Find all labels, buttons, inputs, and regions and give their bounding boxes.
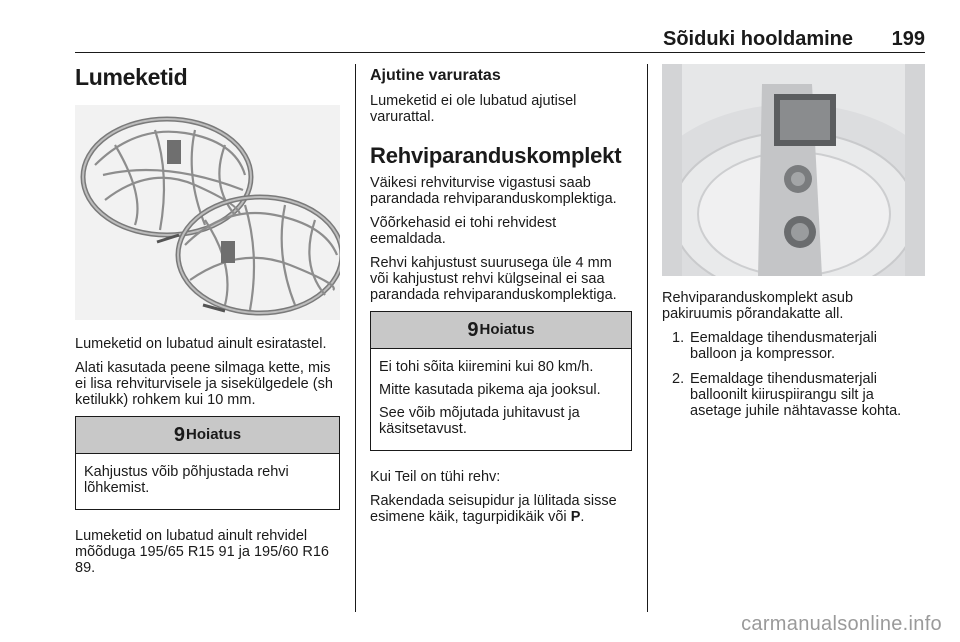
column-middle — [370, 62, 632, 533]
list-item — [662, 371, 927, 419]
column-left — [75, 62, 340, 584]
warning-icon: 9 — [173, 424, 186, 446]
warning-icon: 9 — [467, 319, 479, 341]
header-title: Sõiduki hooldamine — [662, 28, 853, 50]
paragraph — [370, 493, 632, 525]
list-number: 1. — [672, 330, 685, 346]
warning-text: See võib mõjutada juhitavust ja käsitsetavust. — [379, 405, 580, 437]
paragraph: Rehviparanduskomplekt asub pakiruumis põrandakatte all. — [662, 290, 854, 322]
paragraph: Kui Teil on tühi rehv: — [370, 469, 501, 485]
paragraph: Lumeketid on lubatud ainult rehvidel mõõduga 195/65 R15 91 ja 195/60 R16 89. — [75, 528, 329, 576]
warning-header — [76, 417, 339, 454]
paragraph: Võõrkehasid ei tohi rehvidest eemaldada. — [370, 215, 557, 247]
list-text: Eemaldage tihendusmaterjali balloon ja kompressor. — [690, 330, 877, 362]
paragraph: Lumeketid ei ole lubatud ajutisel varurattal. — [370, 93, 577, 125]
paragraph: Rehvi kahjustust suurusega üle 4 mm või kahjustust rehvi külgseinal ei saa parandada rehviparanduskomplektiga. — [370, 255, 617, 303]
list-text: Eemaldage tihendusmaterjali balloonilt kiiruspiirangu silt ja asetage juhile nähtavasse kohta. — [690, 371, 902, 419]
section-title: Lumeketid — [75, 64, 188, 90]
list-item — [662, 330, 927, 362]
column-divider — [647, 64, 648, 612]
warning-title: Hoiatus — [479, 321, 535, 338]
list-number: 2. — [672, 371, 685, 387]
text-run: Rakendada seisupidur ja lülitada sisse esimene käik, tagurpidikäik või — [370, 493, 617, 525]
warning-text: Mitte kasutada pikema aja jooksul. — [379, 382, 601, 398]
warning-box — [75, 416, 340, 510]
warning-header — [371, 312, 631, 349]
column-right — [662, 62, 927, 428]
warning-box — [370, 311, 632, 451]
steps-list — [662, 330, 927, 419]
trunk-repair-kit-photo — [662, 64, 925, 276]
paragraph: Lumeketid on lubatud ainult esiratastel. — [75, 336, 327, 352]
paragraph: Alati kasutada peene silmaga kette, mis ei lisa rehviturvisele ja sisekülgedele (sh ketilukk) rohkem kui 10 mm. — [75, 360, 333, 408]
warning-title: Hoiatus — [186, 426, 242, 443]
section-subtitle: Ajutine varuratas — [370, 67, 501, 84]
gear-p-label: P — [570, 509, 581, 525]
text-run: . — [580, 509, 585, 525]
warning-text: Kahjustus võib põhjustada rehvi lõhkemist. — [84, 464, 289, 496]
page-header — [75, 28, 925, 53]
snow-chains-illustration — [75, 105, 340, 320]
section-title: Rehviparanduskomplekt — [370, 143, 622, 168]
warning-text: Ei tohi sõita kiiremini kui 80 km/h. — [379, 359, 594, 375]
page-number: 199 — [891, 28, 925, 50]
column-divider — [355, 64, 356, 612]
watermark: carmanualsonline.info — [741, 613, 942, 635]
paragraph: Väikesi rehviturvise vigastusi saab parandada rehviparanduskomplektiga. — [370, 175, 617, 207]
